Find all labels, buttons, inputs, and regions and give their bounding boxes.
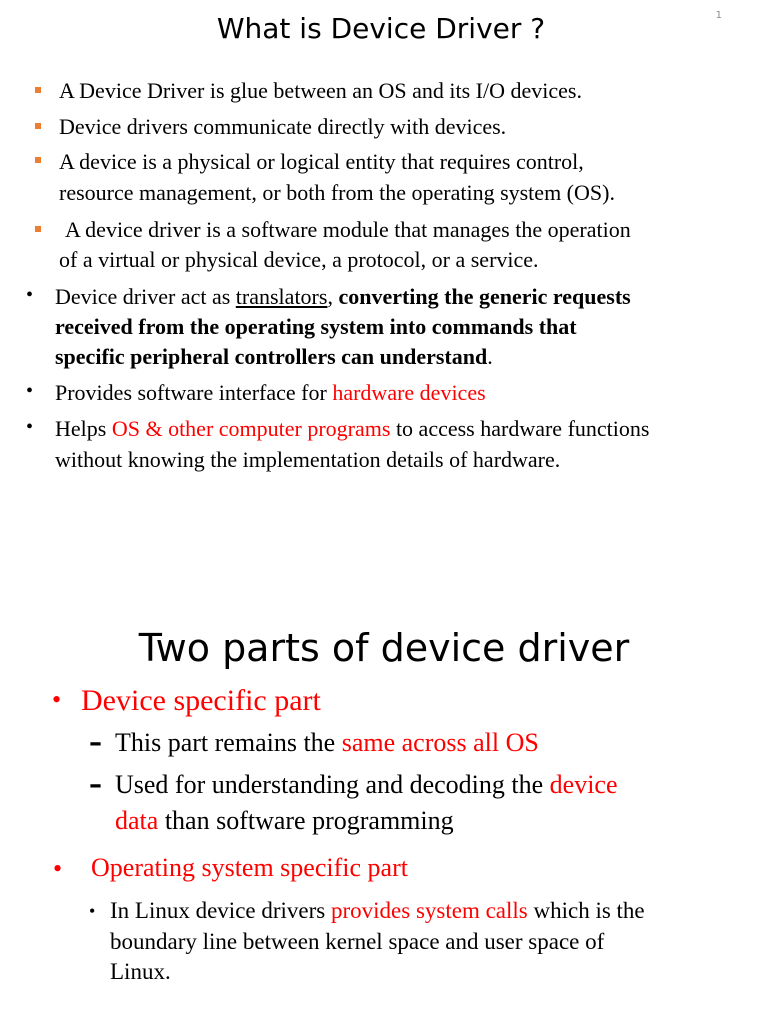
slide-2 xyxy=(0,512,768,1024)
sub-point-highlight: data xyxy=(115,806,159,835)
helps-post: to access hardware functions xyxy=(390,416,650,441)
bullet-text: Device drivers communicate directly with devices. xyxy=(59,114,507,139)
page-number: 1 xyxy=(715,10,722,21)
bullet-text: A device driver is a software module that manages the operation xyxy=(65,217,631,242)
slide-title: Two parts of device driver xyxy=(138,626,630,670)
part-heading: Operating system specific part xyxy=(91,853,408,882)
sub-point xyxy=(115,725,539,761)
interface-highlight: hardware devices xyxy=(332,380,486,405)
sub-point-post: which is the xyxy=(527,898,645,923)
round-bullet-icon: • xyxy=(52,685,62,714)
helps-line-2: without knowing the implementation details of hardware. xyxy=(55,447,561,472)
translators-comma: , xyxy=(327,284,333,309)
translators-end: . xyxy=(487,344,493,369)
dash-bullet-icon: – xyxy=(89,728,102,758)
bullet-text: A Device Driver is glue between an OS and its I/O devices. xyxy=(59,78,582,103)
round-bullet-icon: • xyxy=(53,854,63,883)
round-bullet-icon: • xyxy=(26,416,34,438)
sub-point-pre: Used for understanding and decoding the xyxy=(115,770,550,799)
sub-point-pre: This part remains the xyxy=(115,728,342,757)
sub-point-post: than software programming xyxy=(158,806,454,835)
bullet-text-continued: resource management, or both from the operating system (OS). xyxy=(59,180,615,205)
helps-line-1 xyxy=(55,413,649,444)
sub-point-pre: In Linux device drivers xyxy=(110,898,331,923)
dash-bullet-icon: – xyxy=(89,770,102,800)
round-bullet-icon: • xyxy=(26,380,34,402)
square-bullet-icon xyxy=(35,87,41,93)
sub-point-continued: Linux. xyxy=(110,959,171,984)
slide-title: What is Device Driver ? xyxy=(216,12,546,45)
round-bullet-icon: • xyxy=(89,901,96,921)
helps-highlight: OS & other computer programs xyxy=(111,416,391,441)
square-bullet-icon xyxy=(35,226,41,232)
translators-term: translators xyxy=(235,284,328,309)
interface-line xyxy=(55,377,486,408)
sub-point-continued xyxy=(115,803,454,839)
sub-point-highlight: provides system calls xyxy=(330,898,528,923)
interface-pre: Provides software interface for xyxy=(55,380,333,405)
round-bullet-icon: • xyxy=(26,284,34,306)
bullet-text-continued: of a virtual or physical device, a protocol, or a service. xyxy=(59,247,539,272)
bullet-text: A device is a physical or logical entity that requires control, xyxy=(59,149,584,174)
sub-point xyxy=(110,895,645,926)
translators-line-3 xyxy=(55,341,493,372)
square-bullet-icon xyxy=(35,123,41,129)
sub-point-highlight: same across all OS xyxy=(341,728,539,757)
translators-bold-3: specific peripheral controllers can understand xyxy=(55,344,488,369)
part-heading: Device specific part xyxy=(81,684,321,717)
translators-line-1 xyxy=(55,281,631,312)
square-bullet-icon xyxy=(35,157,41,163)
translators-bold-1: converting the generic requests xyxy=(332,284,631,309)
translators-line-2: received from the operating system into commands that xyxy=(55,314,577,339)
sub-point-continued: boundary line between kernel space and user space of xyxy=(110,929,605,954)
helps-pre: Helps xyxy=(55,416,112,441)
sub-point-highlight: device xyxy=(549,770,618,799)
translators-pre: Device driver act as xyxy=(55,284,236,309)
sub-point xyxy=(115,767,618,803)
